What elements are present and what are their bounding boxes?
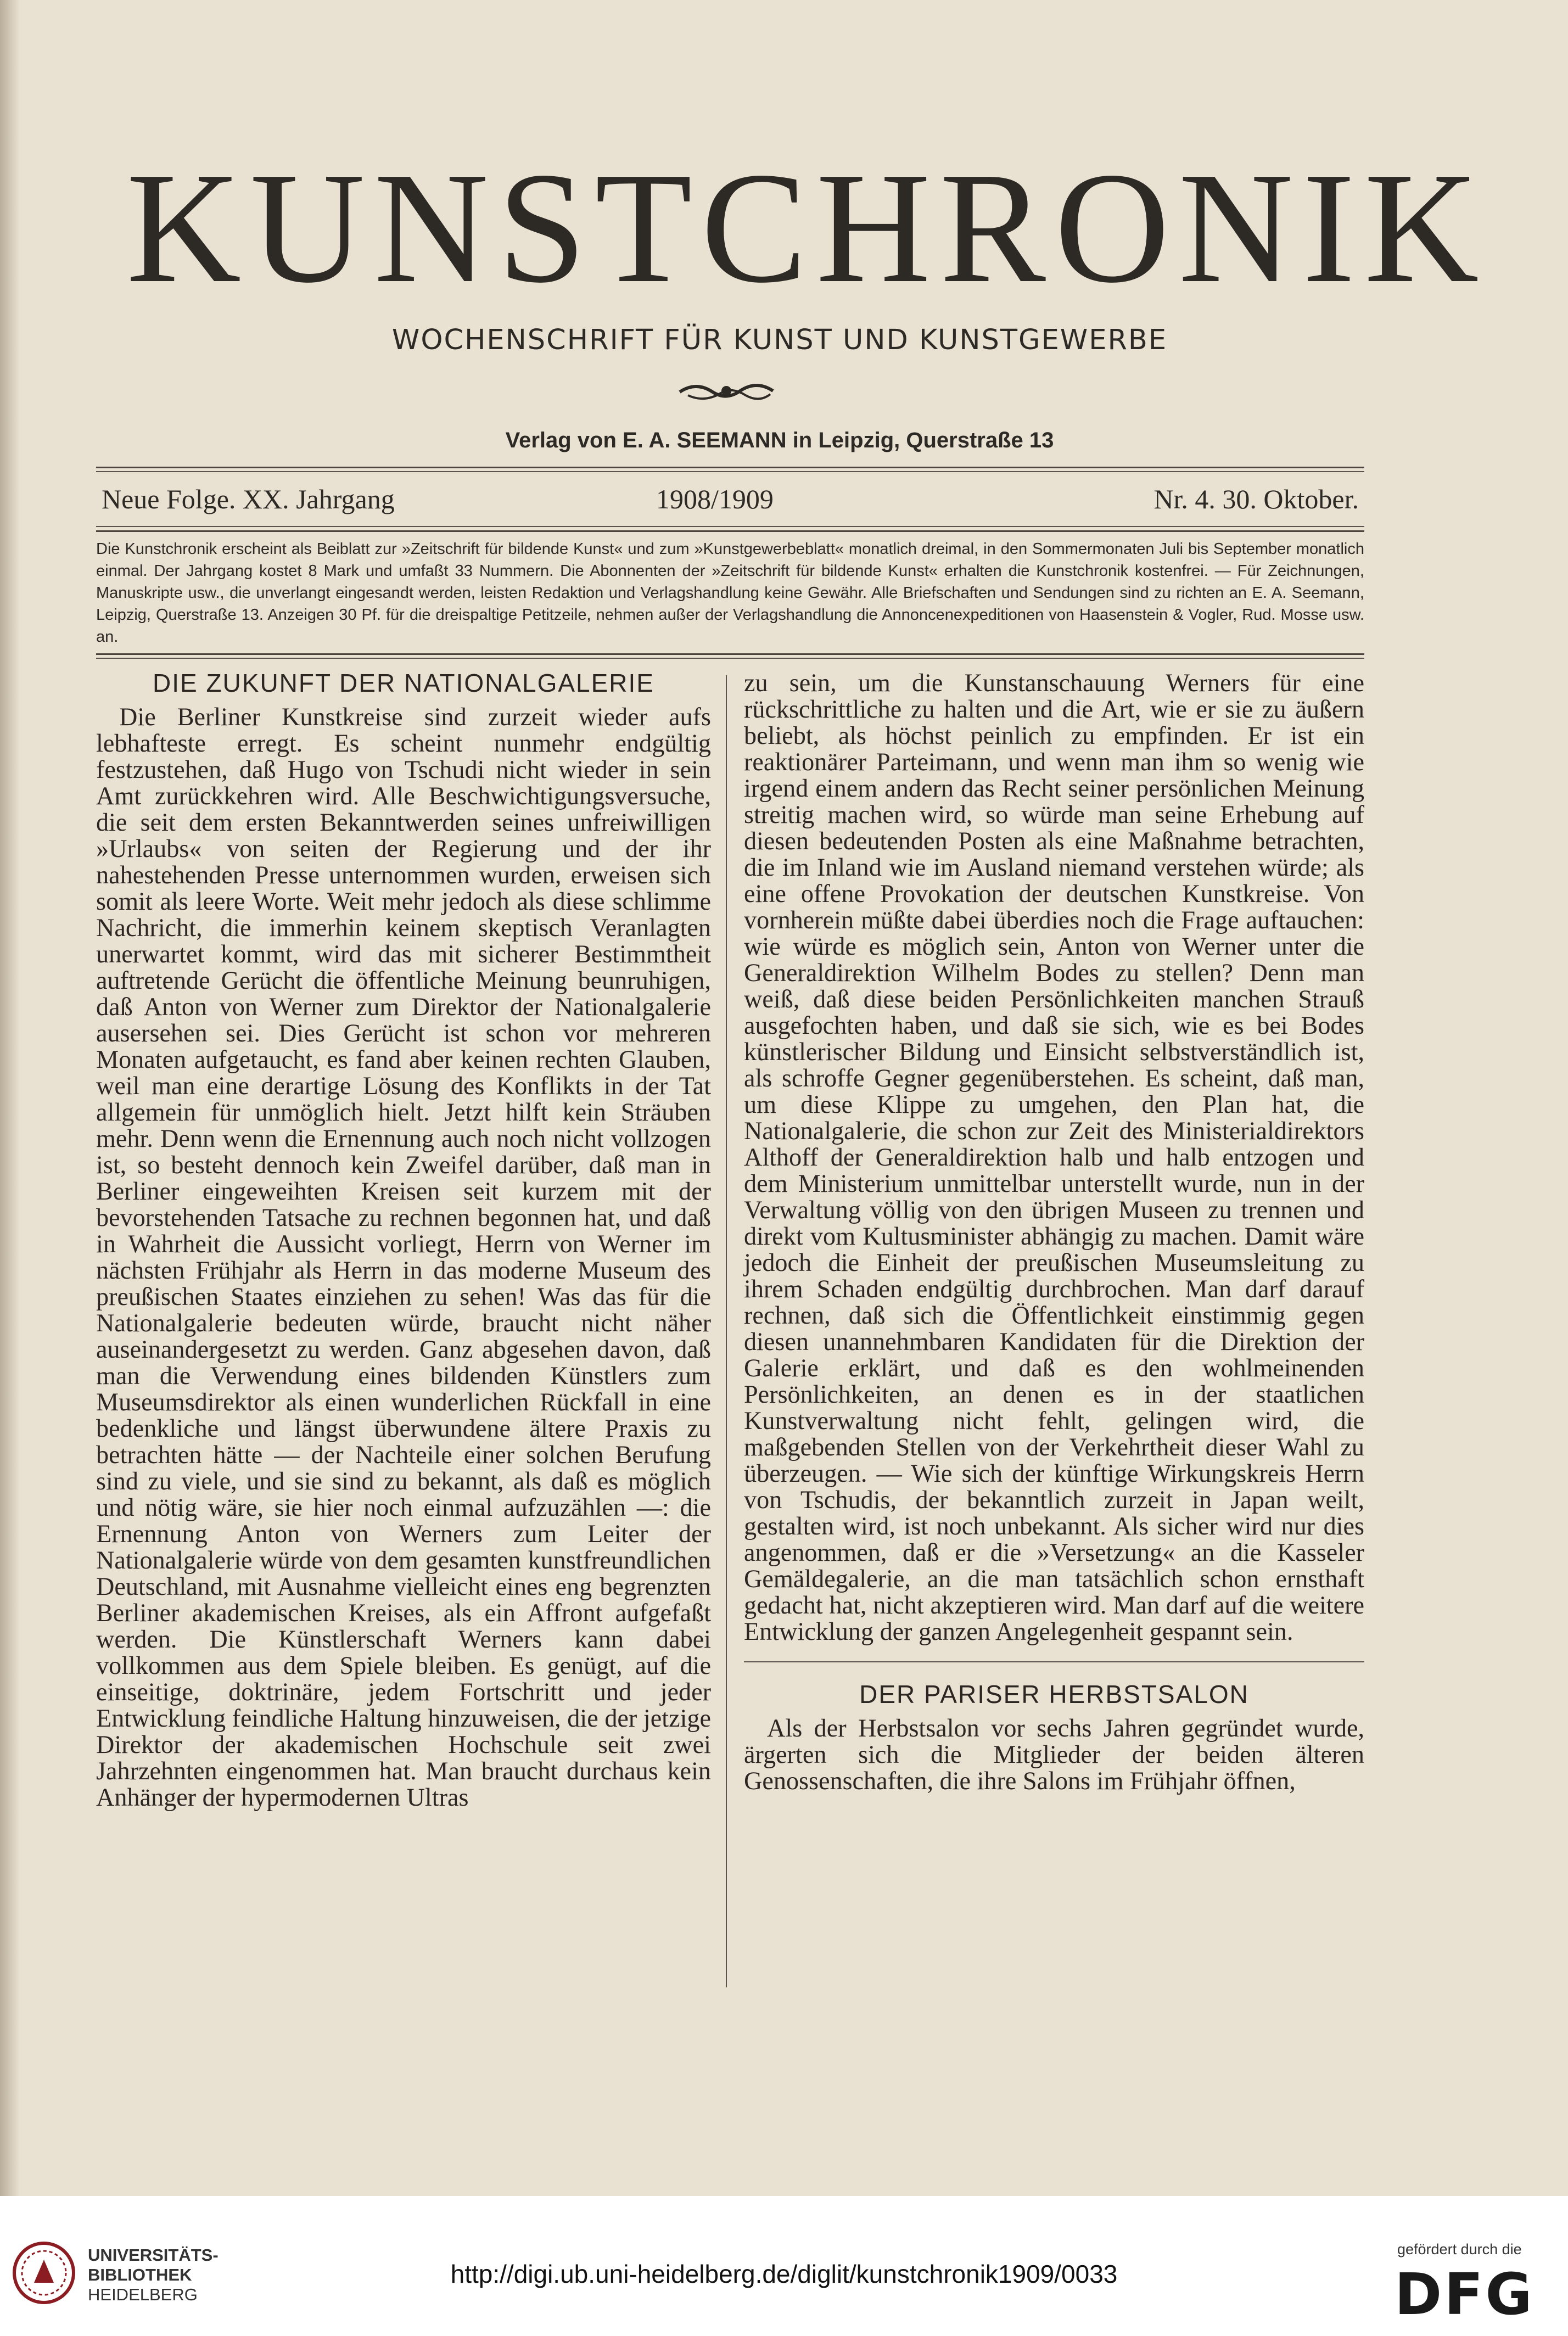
article-separator	[744, 1661, 1364, 1662]
printers-ornament-icon	[674, 377, 779, 405]
library-name-line3: HEIDELBERG	[88, 2285, 198, 2304]
column-divider	[726, 675, 727, 1987]
issue-number: Nr. 4. 30. Oktober.	[1153, 484, 1359, 514]
rule-top-1	[96, 467, 1364, 468]
permalink-url[interactable]: http://digi.ub.uni-heidelberg.de/diglit/kunstchronik1909/0033	[450, 2260, 1118, 2288]
article2-body: Als der Herbstsalon vor sechs Jahren gegründet wurde, ärgerten sich die Mitglieder der beiden älteren Genossenschaften, die ihre Salons im Frühjahr öffnen,	[744, 1714, 1364, 1795]
digitization-footer	[0, 2196, 1568, 2336]
issue-line	[102, 483, 1359, 522]
column-right	[744, 670, 1364, 1794]
subscription-notice: Die Kunstchronik erscheint als Beiblatt zur »Zeitschrift für bildende Kunst« und zum »Kunstgewerbeblatt« monatlich dreimal, in den Sommermonaten Juli bis September monatlich einmal. Der Jahrgang kostet 8 Mark und umfaßt 33 Nummern. Die Abonnenten der »Zeitschrift für bildende Kunst« erhalten die Kunstchronik kostenfrei. — Für Zeichnungen, Manuskripte usw., die unverlangt eingesandt werden, leisten Redaktion und Verlagshandlung keine Gewähr. Alle Briefschaften und Sendungen sind zu richten an E. A. Seemann, Leipzig, Querstraße 13. Anzeigen 30 Pf. für die dreispaltige Petitzeile, nehmen außer der Verlagshandlung die Annoncenexpeditionen von Haasenstein & Vogler, Rud. Mosse usw. an.	[96, 540, 1364, 646]
column-left	[96, 670, 711, 1811]
rule-notice-1	[96, 653, 1364, 655]
rule-notice-2	[96, 658, 1364, 659]
rule-mid-2	[96, 530, 1364, 532]
masthead-subtitle: WOCHENSCHRIFT FÜR KUNST UND KUNSTGEWERBE	[391, 324, 1168, 356]
library-name-line1: UNIVERSITÄTS-	[88, 2245, 219, 2265]
article-heading-herbstsalon: DER PARISER HERBSTSALON	[859, 1680, 1249, 1708]
article-body-left: Die Berliner Kunstkreise sind zurzeit wieder aufs lebhafteste erregt. Es scheint nunmehr endgültig festzustehen, daß Hugo von Tschudi nicht wieder in sein Amt zurückkehren wird. Alle Beschwichtigungsversuche, die seit dem ersten Bekanntwerden seines unfreiwilligen »Urlaubs« von seiten der Regierung und der ihr nahestehenden Presse unternommen wurden, erweisen sich somit als leere Worte. Weit mehr jedoch als diese schlimme Nachricht, die immerhin keinem skeptisch Veranlagten unerwartet kommt, wird das mit sicherer Bestimmtheit auftretende Gerücht die öffentliche Meinung beunruhigen, daß Anton von Werner zum Direktor der Nationalgalerie ausersehen sei. Dies Gerücht ist schon vor mehreren Monaten aufgetaucht, es fand aber keinen rechten Glauben, weil man eine derartige Lösung des Konflikts in der Tat allgemein für unmöglich hielt. Jetzt hilft kein Sträuben mehr. Denn wenn die Ernennung auch noch nicht vollzogen ist, so besteht dennoch kein Zweifel darüber, daß man in Berliner eingeweihten Kreisen seit kurzem mit der bevorstehenden Tatsache zu rechnen begonnen hat, und daß in Wahrheit die Aussicht vorliegt, Herrn von Werner im nächsten Frühjahr als Herrn in das moderne Museum des preußischen Staates einziehen zu sehen! Was das für die Nationalgalerie bedeuten würde, braucht nicht näher auseinandergesetzt zu werden. Ganz abgesehen davon, daß man die Verwendung eines bildenden Künstlers zum Museumsdirektor als einen wunderlichen Rückfall in eine bedenkliche und längst überwundene ältere Praxis zu betrachten hätte — der Nachteile einer solchen Berufung sind zu viele, und sie sind zu bekannt, als daß es möglich und nötig wäre, sie hier noch einmal aufzuzählen —: die Ernennung Anton von Werners zum Leiter der Nationalgalerie würde von dem gesamten kunstfreundlichen Deutschland, mit Ausnahme vielleicht eines eng begrenzten Berliner akademischen Kreises, als ein Affront aufgefaßt werden. Die Künstlerschaft Werners kann dabei vollkommen aus dem Spiele bleiben. Es genügt, auf die einseitige, doktrinäre, jedem Fortschritt und jeder Entwicklung feindliche Haltung hinzuweisen, die der jetzige Direktor der akademischen Hochschule seit zwei Jahrzehnten eingenommen hat. Man braucht durchaus kein Anhänger der hypermodernen Ultras	[96, 703, 711, 1811]
funded-by-label: gefördert durch die	[1397, 2241, 1522, 2257]
masthead-title: KUNSTCHRONIK	[126, 139, 1488, 316]
library-name-line2: BIBLIOTHEK	[88, 2265, 192, 2284]
article-heading-nationalgalerie: DIE ZUKUNFT DER NATIONALGALERIE	[153, 669, 654, 697]
dfg-logo[interactable]: DFG	[1395, 2261, 1535, 2328]
rule-mid-1	[96, 526, 1364, 527]
publisher-line: Verlag von E. A. SEEMANN in Leipzig, Querstraße 13	[505, 428, 1054, 452]
issue-year: 1908/1909	[656, 484, 774, 514]
issue-series: Neue Folge. XX. Jahrgang	[102, 484, 395, 514]
rule-top-2	[96, 471, 1364, 472]
article-body-right: zu sein, um die Kunstanschauung Werners für eine rückschrittliche zu halten und die Art, wie er sie zu äußern beliebt, als höchst peinlich zu empfinden. Er ist ein reaktionärer Parteimann, und wenn man ihm so wenig wie irgend einem andern das Recht seiner persönlichen Meinung streitig machen wird, so würde man seine Erhebung auf diesen bedeutenden Posten als eine Maßnahme betrachten, die im Inland wie im Ausland niemand verstehen würde; als eine offene Provokation der deutschen Kunstkreise. Von vornherein müßte dabei überdies noch die Frage auftauchen: wie würde es möglich sein, Anton von Werner unter die Generaldirektion Wilhelm Bodes zu stellen? Denn man weiß, daß diese beiden Persönlichkeiten manchen Strauß ausgefochten haben, und daß sie sich, wie es bei Bodes künstlerischer Bildung und Einsicht selbstverständlich ist, als schroffe Gegner gegenüberstehen. Es scheint, daß man, um diese Klippe zu umgehen, den Plan hat, die Nationalgalerie, die schon zur Zeit des Ministerialdirektors Althoff der Generaldirektion halb und halb entzogen und dem Ministerium unmittelbar unterstellt wurde, nun in der Verwaltung völlig von den übrigen Museen zu trennen und direkt vom Kultusminister abhängig zu machen. Damit wäre jedoch die Einheit der preußischen Museumsleitung zu ihrem Schaden endgültig durchbrochen. Man darf darauf rechnen, daß sich die Öffentlichkeit einstimmig gegen diesen unannehmbaren Kandidaten für die Direktion der Galerie erklärt, und daß es den wohlmeinenden Persönlichkeiten, an denen es in der staatlichen Kunstverwaltung nicht fehlt, gelingen wird, die maßgebenden Stellen von der Verkehrtheit dieser Wahl zu überzeugen. — Wie sich der künftige Wirkungskreis Herrn von Tschudis, der bekanntlich zurzeit in Japan weilt, gestalten wird, ist noch unbekannt. Als sicher wird nur dies angenommen, daß er die »Versetzung« an die Kasseler Gemäldegalerie, an die man tatsächlich schon ernsthaft gedacht hat, nicht akzeptieren wird. Man darf auf die weitere Entwicklung der ganzen Angelegenheit gespannt sein.	[744, 669, 1364, 1645]
binding-shadow	[0, 0, 20, 2196]
